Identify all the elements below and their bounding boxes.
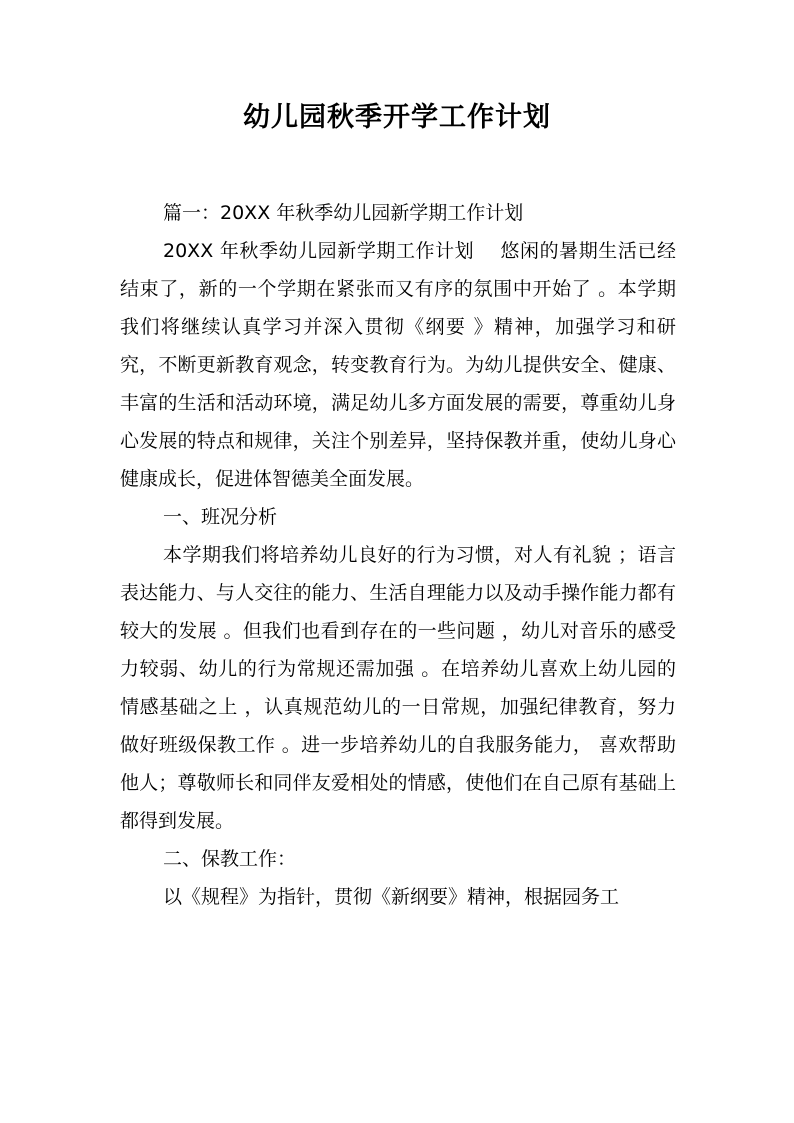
section-subtitle: 篇一：20XX 年秋季幼儿园新学期工作计划: [163, 202, 524, 224]
body-paragraph: 本学期我们将培养幼儿良好的行为习惯，对人有礼貌 ；语言表达能力、与人交往的能力、生活自理能力以及动手操作能力都有较大的发展 。但我们也看到存在的一些问题 ，幼儿对音乐的感受力较弱、幼儿的行为常规还需加强 。在培养幼儿喜欢上幼儿园的情感基础之上 ，认真规范幼儿的一日常规，加强纪律教育，努力做好班级保教工作 。进一步培养幼儿的自我服务能力， 喜欢帮助他人；尊敬师长和同伴友爱相处的情感，使他们在自己原有基础上都得到发展。: [120, 544, 676, 832]
section-heading: 一、班况分析: [163, 506, 278, 528]
document-title: 幼儿园秋季开学工作计划: [243, 102, 551, 133]
section-heading: 二、保教工作：: [163, 848, 297, 870]
document-body: [120, 194, 676, 916]
body-paragraph: 20XX 年秋季幼儿园新学期工作计划 悠闲的暑期生活已经结束了，新的一个学期在紧张而又有序的氛围中开始了 。本学期我们将继续认真学习并深入贯彻《纲要 》精神，加强学习和研究，不断更新教育观念，转变教育行为。为幼儿提供安全、健康、丰富的生活和活动环境，满足幼儿多方面发展的需要，尊重幼儿身心发展的特点和规律，关注个别差异，坚持保教并重，使幼儿身心健康成长，促进体智德美全面发展。: [120, 240, 676, 490]
body-paragraph: 以《规程》为指针，贯彻《新纲要》精神，根据园务工: [163, 886, 620, 908]
